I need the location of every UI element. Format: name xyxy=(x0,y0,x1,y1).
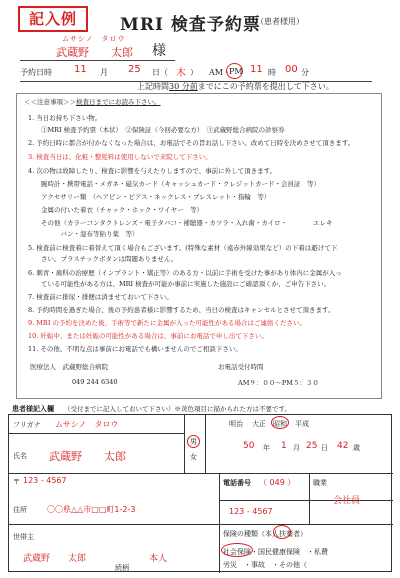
hospital-phone: 049 244 6340 xyxy=(72,378,118,386)
insurance-label-pre: 保険の種類（ xyxy=(223,530,265,538)
datetime-label: 予約日時 xyxy=(20,68,52,77)
form-col-birth xyxy=(205,415,206,473)
name-field-value: 武蔵野 太郎 xyxy=(49,450,126,463)
furigana-label: フリガナ xyxy=(13,421,41,429)
note-line-6a: ている可能性がある方は、MRI 検査が可能か事前に実施した施設にご確認頂くか、ご申告下さい。 xyxy=(28,280,331,288)
note-line-7: 7. 検査前に排尿・排便は済ませておいて下さい。 xyxy=(28,293,173,301)
note-line-11: 11. その他、不明な点は事前にお電話でも構いませんのでご相談下さい。 xyxy=(28,345,242,353)
minute-unit: 分 xyxy=(301,68,309,77)
notes-header-label: ＜＜注意事項＞＞ xyxy=(24,98,76,106)
phone-label: 電話番号 xyxy=(223,479,251,487)
fill-section-title: 患者様記入欄 xyxy=(12,404,54,413)
weekday-close: ） xyxy=(190,68,198,77)
note-line-4d: その他（カラーコンタクトレンズ・電子タバコ・補聴器・カツラ・入れ歯・カイロ・ エレキ xyxy=(28,219,333,227)
note-line-10: 10. 妊娠中、または妊娠の可能性がある場合は、事前にお電話で申し出て下さい。 xyxy=(28,332,268,340)
form-rule-phone-mid xyxy=(219,500,393,501)
note-line-3: 3. 検査当日は、化粧・整髪料は使用しないで来院して下さい。 xyxy=(28,153,212,161)
household-value: 武蔵野 太郎 xyxy=(23,554,87,564)
note-line-5: 5. 検査前に検査着に着替えて頂く場合もございます。(特殊な素材（遠赤外線効果など）の下着は避けて下 xyxy=(28,244,338,252)
name-underline xyxy=(20,60,175,61)
age-unit: 歳 xyxy=(353,444,360,452)
postal-value: 123 - 4567 xyxy=(23,476,67,485)
insurance-self-circle-mark xyxy=(273,525,291,539)
month-unit: 月 xyxy=(100,68,108,77)
address-label: 住所 xyxy=(13,506,27,514)
job-label: 職業 xyxy=(313,479,327,487)
sex-male[interactable]: 男 xyxy=(190,438,197,446)
household-label: 世帯主 xyxy=(13,533,34,541)
form-rule-address xyxy=(9,524,393,525)
name-label: 氏名 xyxy=(13,452,27,460)
insurance-self[interactable]: 本人 xyxy=(265,530,279,538)
patient-name: 武蔵野 太郎 xyxy=(56,46,133,59)
phone-area: （ 049 ） xyxy=(259,478,296,487)
insurance-options-1-text[interactable]: ・国民健康保険 ・私費 xyxy=(251,548,328,556)
sample-stamp: 記入例 xyxy=(18,6,88,32)
household-self: 本人 xyxy=(149,554,168,564)
name-suffix: 様 xyxy=(152,43,166,59)
insurance-social-circle-mark xyxy=(221,543,253,557)
arrival-pre: 上記時間 xyxy=(137,82,169,91)
appointment-month: 11 xyxy=(74,64,87,75)
hospital-name: 医療法人 武蔵野総合病院 xyxy=(30,363,108,371)
appointment-minute: 00 xyxy=(285,64,298,75)
note-line-4e: バン・湿布等貼り薬 等） xyxy=(28,230,139,238)
note-line-4b: アクセサリー類 （ヘアピン・ピアス・ネックレス・ブレスレット・指輪 等） xyxy=(28,193,271,201)
note-line-4a: 腕時計・携帯電話・メガネ・磁気カード（キャッシュカード・クレジットカード・会員証 等） xyxy=(28,180,321,188)
note-line-4: 4. 次の物は故障したり、検査に影響を与えたりしますので、事前に外して頂きます。 xyxy=(28,167,277,175)
insurance-social[interactable]: 社会保険 xyxy=(223,548,251,556)
era-taisho[interactable]: 大正 xyxy=(252,420,266,428)
hour-unit: 時 xyxy=(268,68,276,77)
appointment-weekday: 木 xyxy=(176,68,186,79)
note-line-6: 6. 刺青・歯科の治療歴（インプラント・矯正等）のある方・以前に手術を受けた事があり体内に金属が入っ xyxy=(28,269,342,277)
furigana-value: ムサシノ タロウ xyxy=(55,420,119,429)
birth-day-unit: 日 xyxy=(321,444,328,452)
ampm-label: AM・ xyxy=(209,68,231,77)
birth-month: 1 xyxy=(281,441,287,451)
era-heisei[interactable]: 平成 xyxy=(295,420,309,428)
form-rule-name xyxy=(9,473,393,474)
notes-list xyxy=(28,114,378,354)
note-line-1a: ①MRI 検査予約票（本状） ②保険証（今回必要な方） ③武蔵野総合病院の診察券 xyxy=(28,126,285,134)
sex-female[interactable]: 女 xyxy=(190,453,197,461)
relation-label: 続柄 xyxy=(115,564,129,572)
document-title: MRI 検査予約票 xyxy=(120,15,261,35)
notes-header xyxy=(24,97,161,106)
arrival-minutes: 30 分前 xyxy=(169,82,198,91)
postal-label: 〒 xyxy=(13,478,20,486)
hours-value: AM９：００〜PM５：３０ xyxy=(238,379,319,387)
job-value: 会社員 xyxy=(333,496,361,506)
notes-header-underlined: 検査日までにお読み下さい。 xyxy=(76,98,161,106)
birth-year-unit: 年 xyxy=(263,444,270,452)
era-meiji[interactable]: 明治 xyxy=(229,420,243,428)
insurance-label xyxy=(223,529,307,539)
form-col-phone xyxy=(219,473,220,573)
hours-label: お電話受付時間 xyxy=(218,363,264,371)
birth-month-unit: 月 xyxy=(293,444,300,452)
age-value: 42 xyxy=(337,441,349,451)
era-showa[interactable]: 昭和 xyxy=(273,420,287,428)
note-line-4c: 金属の付いた着衣（チャック・ホック・ワイヤー 等） xyxy=(28,206,204,214)
insurance-label-post: 扶養者） xyxy=(279,530,307,538)
insurance-options-2[interactable]: 労災 ・事故 ・その他（ xyxy=(223,561,307,569)
arrival-post: までにこの予約票を提出して下さい。 xyxy=(197,82,334,91)
note-line-8: 8. 予約時間を過ぎた場合、後の予約患者様に影響するため、当日の検査はキャンセルとさせて頂きます。 xyxy=(28,306,335,314)
birth-year: 50 xyxy=(243,441,255,451)
note-line-5a: さい。プラスチックボタンは問題ありません。 xyxy=(28,255,178,263)
phone-value: 123 - 4567 xyxy=(229,507,273,516)
note-line-1: 1. 当日お持ち下さい物。 xyxy=(28,114,102,122)
form-col-job xyxy=(309,473,310,524)
document-subtitle: （患者様用） xyxy=(256,17,304,26)
birth-day: 25 xyxy=(306,441,318,451)
fill-section-note: （受付までに記入しておいて下さい）※黄色項目に描かられた方は不要です。 xyxy=(64,405,291,413)
note-line-2: 2. 予約日時に都合が付かなくなった場合は、お電話でその旨お話し下さい。改めて日時を決めさせて頂きます。 xyxy=(28,139,355,147)
pm-label: PM xyxy=(229,67,243,76)
patient-form xyxy=(8,414,392,572)
arrival-note xyxy=(137,81,334,92)
form-rule-furigana xyxy=(9,433,184,434)
appointment-hour: 11 xyxy=(250,64,263,75)
form-col-sex xyxy=(184,415,185,473)
note-line-9: 9. MRI の予約を決めた後、手術等で新たに金属が入った可能性がある場合はご連絡ください。 xyxy=(28,319,306,327)
day-unit: 日（ xyxy=(152,68,168,77)
address-value: 〇〇県△△市□□町1-2-3 xyxy=(47,505,136,514)
appointment-day: 25 xyxy=(128,64,141,75)
patient-kana: ムサシノ タロウ xyxy=(62,35,126,43)
